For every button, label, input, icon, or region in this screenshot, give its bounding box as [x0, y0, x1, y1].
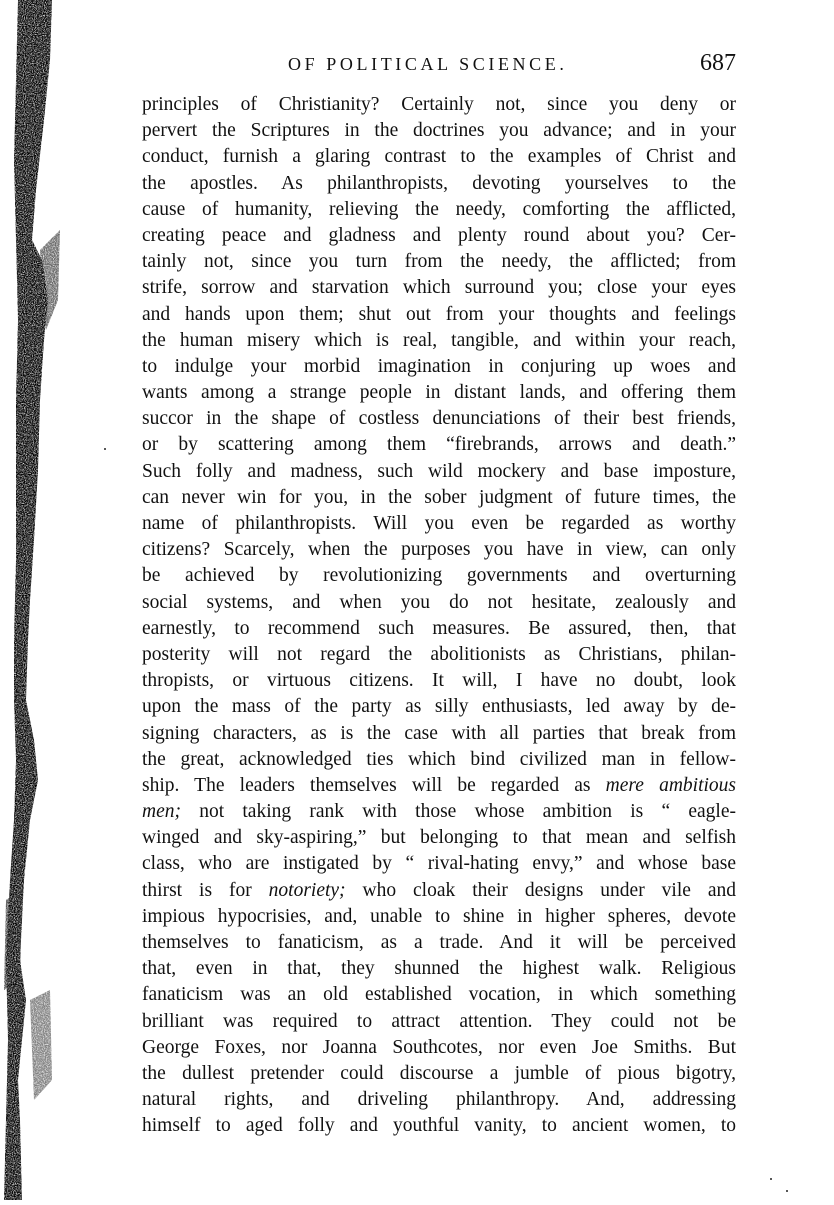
- text-line: be achieved by revolutionizing governments and overturning: [142, 565, 736, 587]
- text-line: brilliant was required to attract attention. They could not be: [142, 1010, 736, 1032]
- text-line: citizens? Scarcely, when the purposes you have in view, can only: [142, 539, 736, 561]
- text-line: creating peace and gladness and plenty round about you? Cer-: [142, 224, 736, 246]
- text-line: fanaticism was an old established vocation, in which something: [142, 984, 736, 1006]
- binding-gutter-shadow: [0, 0, 70, 1200]
- text-line: that, even in that, they shunned the highest walk. Religious: [142, 958, 736, 980]
- page-number: 687: [700, 50, 736, 76]
- body-text: [142, 92, 736, 1140]
- text-line: upon the mass of the party as silly enthusiasts, led away by de-: [142, 696, 736, 718]
- roman-text: ship. The leaders themselves will be regarded as: [142, 774, 606, 796]
- text-line: himself to aged folly and youthful vanity, to ancient women, to: [142, 1115, 736, 1137]
- text-line: pervert the Scriptures in the doctrines you advance; and in your: [142, 120, 736, 142]
- text-line: conduct, furnish a glaring contrast to the examples of Christ and: [142, 146, 736, 168]
- text-line: tainly not, since you turn from the needy, the afflicted; from: [142, 251, 736, 273]
- text-line: the human misery which is real, tangible, and within your reach,: [142, 329, 736, 351]
- text-line: class, who are instigated by “ rival-hating envy,” and whose base: [142, 853, 736, 875]
- roman-text: not taking rank with those whose ambition is “ eagle-: [180, 801, 736, 823]
- text-line: succor in the shape of costless denunciations of their best friends,: [142, 408, 736, 430]
- text-line: earnestly, to recommend such measures. Be assured, then, that: [142, 617, 736, 639]
- text-line: natural rights, and driveling philanthropy. And, addressing: [142, 1089, 736, 1111]
- text-line: strife, sorrow and starvation which surround you; close your eyes: [142, 277, 736, 299]
- text-line: the dullest pretender could discourse a jumble of pious bigotry,: [142, 1062, 736, 1084]
- print-speck: [786, 1190, 788, 1192]
- text-line: thropists, or virtuous citizens. It will, I have no doubt, look: [142, 670, 736, 692]
- print-speck: [770, 1178, 772, 1180]
- page-header: [140, 50, 738, 84]
- text-line: name of philanthropists. Will you even be regarded as worthy: [142, 513, 736, 534]
- text-line: principles of Christianity? Certainly not, since you deny or: [142, 94, 736, 115]
- print-speck: [104, 448, 106, 450]
- text-line: to indulge your morbid imagination in conjuring up woes and: [142, 355, 736, 377]
- text-line: can never win for you, in the sober judgment of future times, the: [142, 486, 736, 508]
- roman-text: thirst is for: [142, 879, 269, 901]
- text-line: posterity will not regard the abolitionists as Christians, philan-: [142, 643, 736, 665]
- text-line: or by scattering among them “firebrands, arrows and death.”: [142, 434, 736, 456]
- italic-emphasis: men;: [142, 801, 181, 823]
- text-line: impious hypocrisies, and, unable to shine in higher spheres, devote: [142, 905, 736, 927]
- roman-text: who cloak their designs under vile and: [345, 879, 736, 901]
- text-line: the great, acknowledged ties which bind civilized man in fellow-: [142, 748, 736, 770]
- running-title: OF POLITICAL SCIENCE.: [288, 54, 568, 74]
- text-line: and hands upon them; shut out from your thoughts and feelings: [142, 303, 736, 325]
- italic-emphasis: notoriety;: [268, 879, 346, 901]
- text-line-with-italic: [142, 799, 736, 825]
- text-line: the apostles. As philanthropists, devoting yourselves to the: [142, 172, 736, 194]
- text-line: George Foxes, nor Joanna Southcotes, nor even Joe Smiths. But: [142, 1036, 736, 1058]
- text-line: winged and sky-aspiring,” but belonging to that mean and selfish: [142, 827, 736, 849]
- italic-emphasis: mere ambitious: [605, 774, 736, 796]
- text-line-with-italic: [142, 773, 736, 799]
- text-line: themselves to fanaticism, as a trade. And it will be perceived: [142, 932, 736, 953]
- text-line: signing characters, as is the case with all parties that break from: [142, 722, 736, 744]
- text-line: Such folly and madness, such wild mockery and base imposture,: [142, 460, 736, 482]
- text-line: cause of humanity, relieving the needy, comforting the afflicted,: [142, 198, 736, 220]
- text-line: social systems, and when you do not hesitate, zealously and: [142, 591, 736, 613]
- text-line: wants among a strange people in distant lands, and offering them: [142, 382, 736, 404]
- text-line-with-italic: [142, 878, 736, 904]
